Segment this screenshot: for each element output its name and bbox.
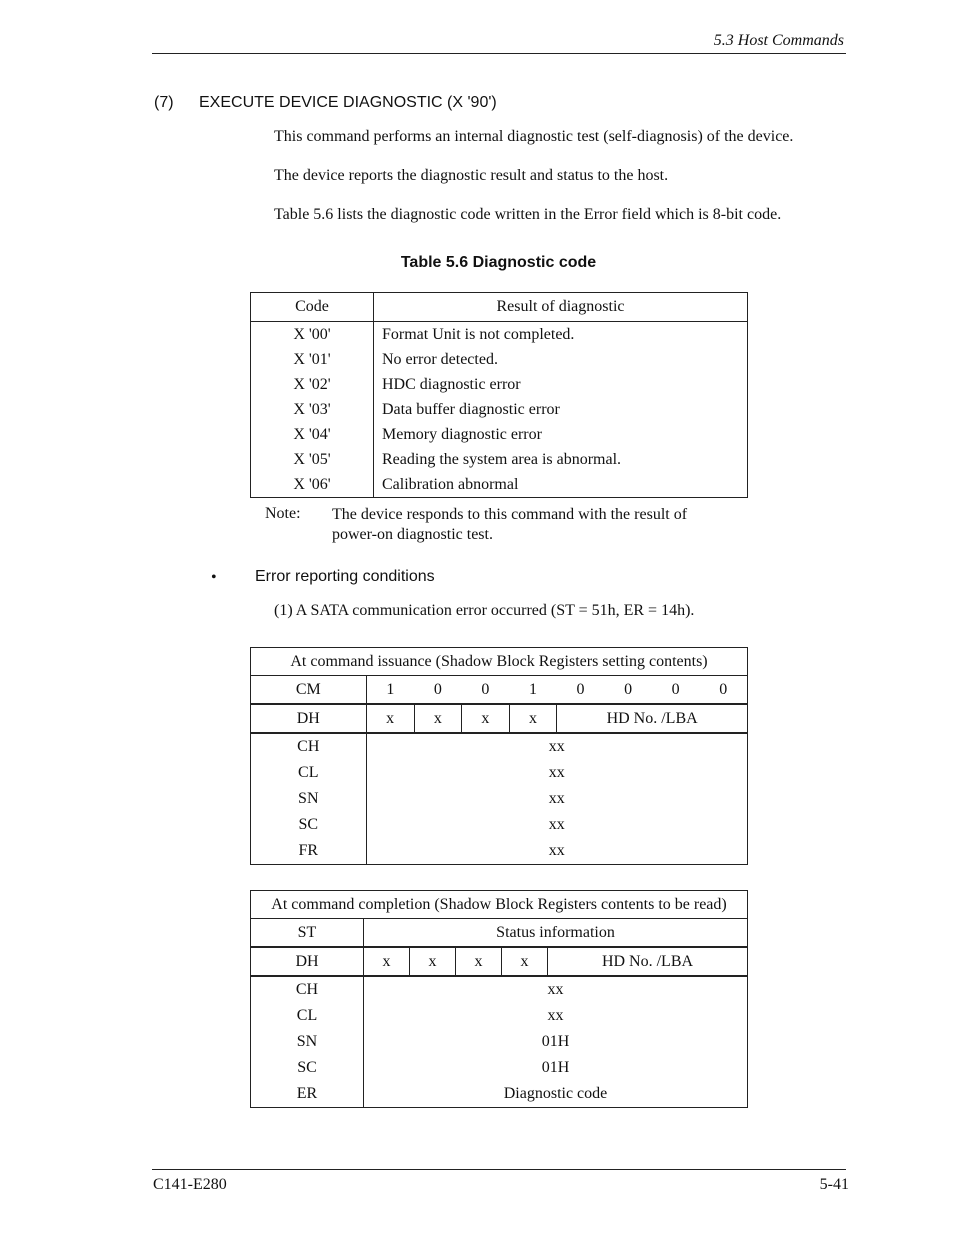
register-value: xx bbox=[366, 760, 747, 786]
table-row bbox=[251, 397, 748, 422]
register-value: Diagnostic code bbox=[364, 1081, 748, 1108]
header-code: Code bbox=[251, 293, 374, 322]
table-row bbox=[251, 447, 748, 472]
bit-cell: x bbox=[509, 704, 557, 733]
register-label: FR bbox=[251, 838, 367, 865]
note-text: The device responds to this command with the result of power-on diagnostic test. bbox=[332, 506, 688, 543]
bit-cell: 0 bbox=[652, 676, 700, 705]
register-value: 01H bbox=[364, 1029, 748, 1055]
table-row bbox=[251, 472, 748, 498]
register-label: CH bbox=[251, 733, 367, 760]
code-cell: X '06' bbox=[251, 472, 374, 498]
issuance-register-table bbox=[250, 647, 748, 865]
bit-cell: 0 bbox=[699, 676, 747, 705]
result-cell: Format Unit is not completed. bbox=[374, 322, 748, 348]
dh-row bbox=[251, 947, 748, 976]
table-header-row bbox=[251, 293, 748, 322]
bit-cell: x bbox=[366, 704, 414, 733]
register-label: CH bbox=[251, 976, 364, 1003]
table-row bbox=[251, 322, 748, 348]
diagnostic-code-table bbox=[250, 292, 748, 498]
register-label: DH bbox=[251, 704, 367, 733]
bit-cell: x bbox=[502, 947, 548, 976]
register-label: CL bbox=[251, 1003, 364, 1029]
status-info-cell: Status information bbox=[364, 919, 748, 948]
code-cell: X '02' bbox=[251, 372, 374, 397]
page-number: 5-41 bbox=[819, 1176, 849, 1193]
code-cell: X '00' bbox=[251, 322, 374, 348]
hd-lba-cell: HD No. /LBA bbox=[548, 947, 748, 976]
register-row bbox=[251, 733, 748, 760]
hd-lba-cell: HD No. /LBA bbox=[557, 704, 748, 733]
table-row bbox=[251, 347, 748, 372]
bit-cell: 0 bbox=[604, 676, 652, 705]
register-label: DH bbox=[251, 947, 364, 976]
dh-row bbox=[251, 704, 748, 733]
register-row bbox=[251, 760, 748, 786]
result-cell: Data buffer diagnostic error bbox=[374, 397, 748, 422]
result-cell: Memory diagnostic error bbox=[374, 422, 748, 447]
register-label: SC bbox=[251, 1055, 364, 1081]
section-title: EXECUTE DEVICE DIAGNOSTIC (X '90') bbox=[199, 94, 497, 111]
table-caption: Table 5.6 Diagnostic code bbox=[400, 254, 597, 271]
issuance-title-row bbox=[251, 648, 748, 676]
result-cell: No error detected. bbox=[374, 347, 748, 372]
register-label: ST bbox=[251, 919, 364, 948]
bullet-text: Error reporting conditions bbox=[255, 568, 435, 585]
result-cell: HDC diagnostic error bbox=[374, 372, 748, 397]
register-value: xx bbox=[366, 733, 747, 760]
st-row bbox=[251, 919, 748, 948]
bit-cell: 0 bbox=[414, 676, 462, 705]
register-value: xx bbox=[366, 838, 747, 865]
header-rule bbox=[152, 53, 846, 54]
paragraph-1: This command performs an internal diagnostic test (self-diagnosis) of the device. bbox=[274, 128, 794, 145]
bit-cell: x bbox=[414, 704, 462, 733]
bullet-marker: • bbox=[211, 569, 217, 586]
bit-cell: 0 bbox=[557, 676, 605, 705]
register-row bbox=[251, 812, 748, 838]
bit-cell: x bbox=[410, 947, 456, 976]
bit-cell: 1 bbox=[509, 676, 557, 705]
bit-cell: x bbox=[462, 704, 510, 733]
footer-rule bbox=[152, 1169, 846, 1170]
code-cell: X '01' bbox=[251, 347, 374, 372]
register-value: xx bbox=[364, 1003, 748, 1029]
table-row bbox=[251, 422, 748, 447]
register-label: SN bbox=[251, 1029, 364, 1055]
bit-cell: x bbox=[456, 947, 502, 976]
register-label: CM bbox=[251, 676, 367, 705]
bit-cell: 1 bbox=[366, 676, 414, 705]
result-cell: Reading the system area is abnormal. bbox=[374, 447, 748, 472]
code-cell: X '05' bbox=[251, 447, 374, 472]
running-head: 5.3 Host Commands bbox=[713, 32, 844, 49]
bit-cell: 0 bbox=[462, 676, 510, 705]
register-value: xx bbox=[366, 812, 747, 838]
register-row bbox=[251, 838, 748, 865]
section-number: (7) bbox=[154, 94, 174, 111]
register-value: xx bbox=[364, 976, 748, 1003]
completion-title-row bbox=[251, 891, 748, 919]
register-row bbox=[251, 786, 748, 812]
bit-cell: x bbox=[364, 947, 410, 976]
note-label: Note: bbox=[265, 505, 301, 522]
register-value: xx bbox=[366, 786, 747, 812]
code-cell: X '04' bbox=[251, 422, 374, 447]
register-label: ER bbox=[251, 1081, 364, 1108]
completion-title: At command completion (Shadow Block Registers contents to be read) bbox=[251, 891, 748, 919]
register-row bbox=[251, 1055, 748, 1081]
register-label: SC bbox=[251, 812, 367, 838]
register-row bbox=[251, 976, 748, 1003]
result-cell: Calibration abnormal bbox=[374, 472, 748, 498]
completion-register-table bbox=[250, 890, 748, 1108]
register-value: 01H bbox=[364, 1055, 748, 1081]
table-row bbox=[251, 372, 748, 397]
paragraph-2: The device reports the diagnostic result and status to the host. bbox=[274, 167, 669, 184]
header-result: Result of diagnostic bbox=[374, 293, 748, 322]
code-cell: X '03' bbox=[251, 397, 374, 422]
document-code: C141-E280 bbox=[153, 1176, 227, 1193]
cm-row bbox=[251, 676, 748, 705]
issuance-title: At command issuance (Shadow Block Registers setting contents) bbox=[251, 648, 748, 676]
register-label: CL bbox=[251, 760, 367, 786]
error-condition-item: (1) A SATA communication error occurred (ST = 51h, ER = 14h). bbox=[274, 602, 695, 619]
register-row bbox=[251, 1029, 748, 1055]
register-row bbox=[251, 1003, 748, 1029]
register-label: SN bbox=[251, 786, 367, 812]
paragraph-3: Table 5.6 lists the diagnostic code written in the Error field which is 8-bit code. bbox=[274, 206, 782, 223]
register-row bbox=[251, 1081, 748, 1108]
